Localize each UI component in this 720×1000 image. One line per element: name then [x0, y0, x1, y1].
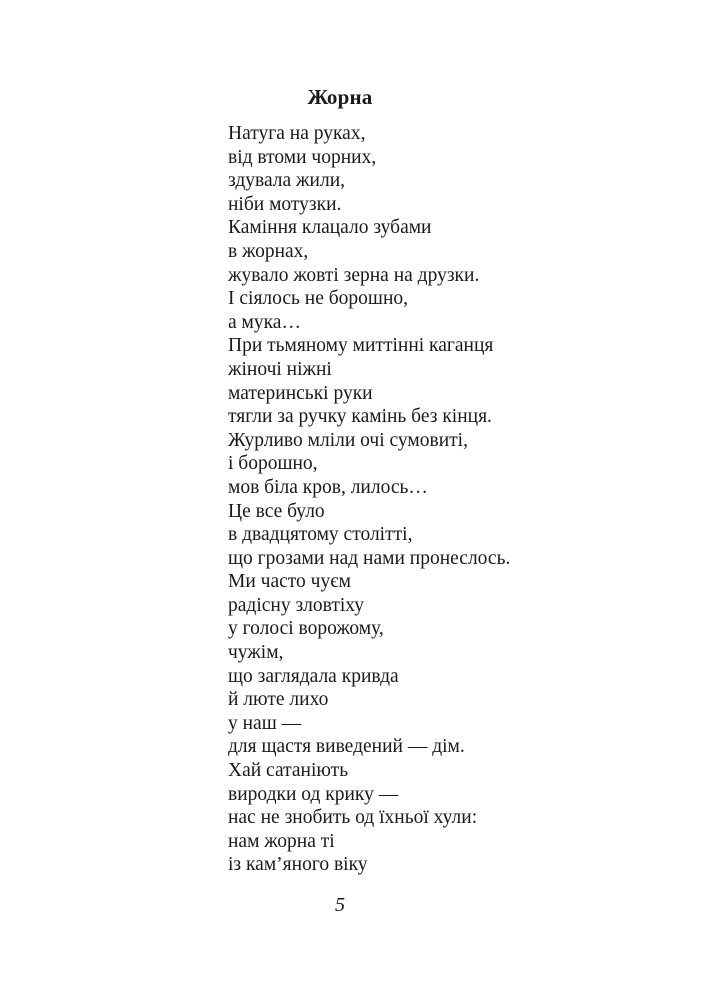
- poem-line: Натуга на руках,: [228, 123, 366, 144]
- poem-line: а мука…: [228, 311, 301, 333]
- poem-line: ніби мотузки.: [228, 193, 342, 215]
- poem-line: жувало жовті зерна на друзки.: [228, 264, 480, 286]
- poem-line: що грозами над нами пронеслось.: [228, 547, 511, 569]
- poem-line: нам жорна ті: [228, 830, 335, 852]
- poem-line: Хай сатаніють: [228, 760, 349, 782]
- poem-line: радісну зловтіху: [228, 594, 365, 616]
- poem-line: від втоми чорних,: [228, 146, 377, 168]
- poem-line: Це все було: [228, 500, 325, 522]
- poem-line: із кам’яного віку: [228, 854, 368, 876]
- page-number: 5: [335, 894, 345, 916]
- poem-line: в жорнах,: [228, 240, 309, 262]
- poem-body: [228, 122, 510, 877]
- poem-line: для щастя виведений — дім.: [228, 736, 465, 758]
- poem-line: материнські руки: [228, 382, 373, 404]
- poem-line: мов біла кров, лилось…: [228, 476, 428, 498]
- poem-line: що заглядала кривда: [228, 665, 399, 687]
- poem-line: в двадцятому столітті,: [228, 524, 413, 546]
- poem-line: виродки од крику —: [228, 783, 399, 805]
- poem-line: у наш —: [228, 712, 302, 734]
- poem-line: Каміння клацало зубами: [228, 217, 432, 239]
- poem-line: чужім,: [228, 642, 284, 664]
- poem-title: Жорна: [307, 85, 373, 109]
- poem-line: і борошно,: [228, 453, 318, 475]
- poem-line: здувала жили,: [228, 170, 346, 192]
- poem-line: тягли за ручку камінь без кінця.: [228, 406, 492, 428]
- poem-line: І сіялось не борошно,: [228, 288, 409, 310]
- poem-line: жіночі ніжні: [228, 358, 332, 380]
- poem-line: При тьмяному миттінні каганця: [228, 335, 494, 357]
- poem-line: Журливо мліли очі сумовиті,: [228, 429, 468, 451]
- poem-line: у голосі ворожому,: [228, 618, 384, 640]
- poem-line: нас не знобить од їхньої хули:: [228, 807, 478, 829]
- poem-line: й люте лихо: [228, 689, 329, 711]
- poem-line: Ми часто чуєм: [228, 571, 351, 593]
